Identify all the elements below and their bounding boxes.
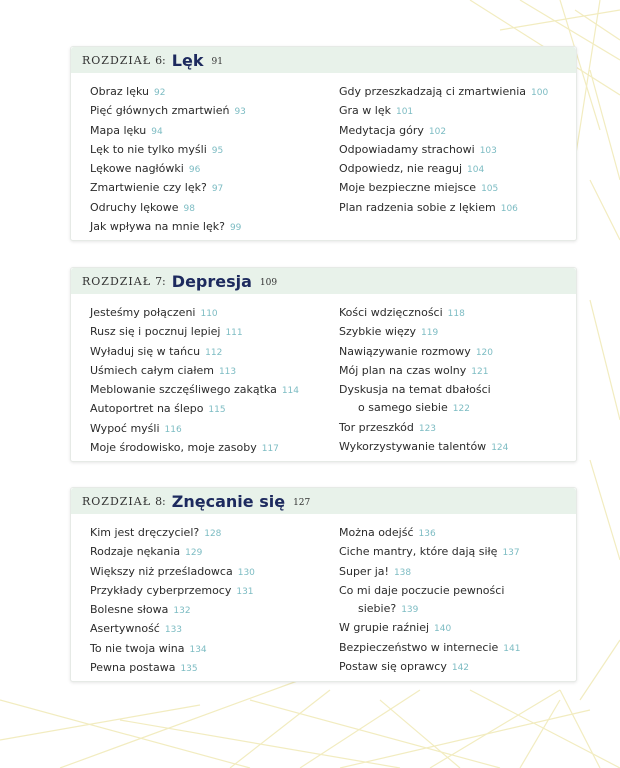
toc-entry-page: 140 — [434, 624, 452, 635]
toc-entry-title: Zmartwienie czy lęk? — [90, 181, 207, 195]
toc-entry[interactable] — [339, 582, 569, 620]
toc-entry[interactable] — [339, 83, 569, 102]
toc-entry-page: 95 — [211, 145, 224, 156]
toc-entry[interactable] — [90, 659, 339, 678]
chapter-7-section — [70, 267, 577, 462]
toc-entry-page: 99 — [229, 223, 242, 234]
chapter-number: 8: — [155, 494, 166, 508]
toc-entry-title: Wykorzystywanie talentów — [339, 440, 487, 454]
toc-entry-page: 131 — [236, 586, 254, 597]
chapter-number: 6: — [155, 53, 166, 67]
toc-entry-page: 97 — [211, 184, 224, 195]
toc-entry[interactable] — [90, 179, 339, 198]
toc-entry-page: 137 — [502, 548, 520, 559]
toc-entry-page: 118 — [447, 309, 465, 319]
toc-entry-title: Moje środowisko, moje zasoby — [90, 441, 257, 455]
toc-entry[interactable] — [90, 381, 339, 400]
toc-entry-title: To nie twoja wina — [90, 641, 185, 655]
toc-entry-title: Uśmiech całym ciałem — [90, 363, 214, 377]
toc-entry[interactable] — [339, 343, 569, 362]
chapter-prefix: ROZDZIAŁ — [82, 274, 152, 288]
toc-right-column — [339, 304, 569, 458]
toc-entry[interactable] — [90, 304, 339, 323]
toc-entry-page: 133 — [164, 625, 183, 636]
toc-entry-title: Jesteśmy połączeni — [90, 306, 196, 319]
chapter-number: 7: — [155, 274, 166, 288]
toc-entry-page: 112 — [205, 347, 223, 358]
chapter-page-number: 91 — [211, 56, 223, 67]
toc-entry-title: Większy niż prześladowca — [90, 564, 233, 578]
toc-entry-title: Kim jest dręczyciel? — [90, 526, 200, 539]
toc-entry-title: Postaw się oprawcy — [339, 660, 447, 674]
toc-entry-page: 132 — [173, 606, 191, 617]
toc-entry-title: Kości wdzięczności — [339, 306, 443, 319]
toc-entry-page: 124 — [491, 443, 509, 454]
toc-entry-title: Dyskusja na temat dbałości — [339, 383, 491, 397]
toc-entry-page: 136 — [418, 529, 436, 539]
toc-entry-title: Co mi daje poczucie pewności — [339, 583, 505, 597]
toc-entry[interactable] — [90, 323, 339, 342]
toc-entry-title: Plan radzenia sobie z lękiem — [339, 200, 496, 214]
toc-entry-title: Medytacja góry — [339, 123, 424, 137]
toc-entry-page: 116 — [164, 424, 182, 435]
toc-entry[interactable] — [90, 439, 339, 458]
toc-entry-title: Obraz lęku — [90, 85, 150, 98]
toc-entry-title: Mapa lęku — [90, 123, 147, 137]
toc-entry-page: 119 — [421, 328, 439, 339]
toc-entry-title: Asertywność — [90, 622, 160, 636]
toc-entry-title: Bolesne słowa — [90, 603, 169, 617]
toc-entry-page: 139 — [401, 605, 419, 616]
toc-entry[interactable] — [339, 419, 569, 438]
toc-entry[interactable] — [339, 102, 569, 121]
toc-entry[interactable] — [90, 524, 339, 543]
chapter-title[interactable]: Lęk — [171, 50, 204, 70]
toc-entry-title: Szybkie więzy — [339, 325, 417, 339]
toc-entry[interactable] — [339, 381, 569, 419]
toc-entry-page: 101 — [395, 107, 414, 118]
toc-entry-page: 105 — [481, 184, 499, 195]
toc-entry-title: Lęk to nie tylko myśli — [90, 142, 207, 156]
toc-entry-title: Super ja! — [339, 564, 389, 578]
toc-entry[interactable] — [339, 362, 569, 381]
toc-entry-title: Mój plan na czas wolny — [339, 363, 467, 377]
toc-entry-page: 103 — [479, 145, 497, 156]
toc-entry[interactable] — [90, 102, 339, 121]
toc-entry[interactable] — [90, 420, 339, 439]
toc-entry-title-line2: siebie? — [358, 602, 397, 616]
toc-entry[interactable] — [339, 639, 569, 658]
toc-entry-page: 100 — [531, 88, 549, 98]
toc-entry[interactable] — [90, 362, 339, 381]
toc-entry[interactable] — [339, 619, 569, 638]
chapter-title[interactable]: Znęcanie się — [171, 491, 286, 511]
chapter-page-number: 127 — [293, 497, 311, 508]
toc-entry-title: Ciche mantry, które dają siłę — [339, 545, 498, 559]
toc-entry-page: 122 — [452, 404, 470, 415]
toc-entry[interactable] — [90, 83, 339, 102]
toc-entry[interactable] — [90, 122, 339, 141]
toc-entry[interactable] — [339, 199, 569, 218]
toc-entry[interactable] — [339, 438, 569, 457]
toc-entry-continuation — [339, 600, 569, 619]
toc-entry-page: 134 — [189, 644, 207, 655]
toc-entry[interactable] — [339, 543, 569, 562]
toc-entry-title: W grupie raźniej — [339, 621, 430, 635]
toc-entry-page: 142 — [451, 663, 470, 674]
toc-entry-title: Moje bezpieczne miejsce — [339, 181, 477, 195]
toc-entry-title: Pięć głównych zmartwień — [90, 104, 230, 118]
toc-entry-title: Meblowanie szczęśliwego zakątka — [90, 383, 277, 397]
toc-left-column — [90, 304, 339, 458]
toc-entry[interactable] — [339, 323, 569, 342]
toc-entry[interactable] — [339, 122, 569, 141]
toc-entry-page: 141 — [503, 643, 521, 654]
toc-entry-title-line2: o samego siebie — [358, 401, 448, 415]
chapter-title[interactable]: Depresja — [171, 271, 252, 291]
toc-entry-page: 138 — [393, 567, 412, 578]
toc-entry[interactable] — [90, 563, 339, 582]
chapter-6-section — [70, 46, 577, 241]
toc-entry-page: 111 — [225, 328, 243, 339]
toc-entry-page: 115 — [208, 405, 226, 416]
chapter-prefix: ROZDZIAŁ — [82, 494, 152, 508]
toc-entry-title: Rodzaje nękania — [90, 545, 181, 559]
toc-entry-page: 128 — [204, 529, 222, 539]
toc-right-column — [339, 524, 569, 678]
toc-entry-page: 110 — [200, 309, 218, 319]
toc-left-column — [90, 83, 339, 237]
toc-entry-page: 117 — [261, 444, 279, 455]
toc-entry-page: 120 — [475, 347, 493, 358]
toc-entry-title: Można odejść — [339, 526, 414, 539]
toc-entry-page: 130 — [237, 567, 255, 578]
toc-entry-title: Bezpieczeństwo w internecie — [339, 640, 499, 654]
toc-right-column — [339, 83, 569, 237]
toc-left-column — [90, 524, 339, 678]
toc-entry[interactable] — [90, 160, 339, 179]
toc-entry-page: 123 — [418, 423, 437, 434]
toc-entry-page: 129 — [185, 548, 203, 559]
toc-entry-title: Gdy przeszkadzają ci zmartwienia — [339, 85, 527, 98]
toc-entry-page: 121 — [471, 366, 489, 377]
chapter-page-number: 109 — [259, 277, 278, 288]
toc-entry-page: 114 — [281, 386, 300, 397]
toc-entry-page: 104 — [467, 165, 485, 176]
toc-entry-page: 113 — [218, 366, 237, 377]
toc-entry-title: Pewna postawa — [90, 661, 176, 675]
toc-entry[interactable] — [90, 218, 339, 237]
toc-entry-title: Autoportret na ślepo — [90, 402, 204, 416]
toc-entry[interactable] — [90, 640, 339, 659]
toc-entry[interactable] — [90, 141, 339, 160]
toc-entry[interactable] — [339, 304, 569, 323]
toc-entry[interactable] — [90, 543, 339, 562]
toc-entry[interactable] — [339, 179, 569, 198]
chapter-header — [71, 268, 576, 294]
toc-entry[interactable] — [90, 343, 339, 362]
toc-entry-page: 106 — [500, 203, 518, 214]
chapter-header — [71, 47, 576, 73]
toc-entry-title: Jak wpływa na mnie lęk? — [90, 220, 225, 234]
toc-entry-title: Rusz się i pocznuj lepiej — [90, 325, 221, 339]
toc-entry-title: Odpowiadamy strachowi — [339, 142, 475, 156]
toc-entry[interactable] — [90, 620, 339, 639]
toc-entry-continuation — [339, 399, 569, 418]
chapter-8-section — [70, 487, 577, 682]
toc-entry-title: Przykłady cyberprzemocy — [90, 583, 232, 597]
toc-entry-title: Odpowiedz, nie reaguj — [339, 162, 463, 176]
chapter-header — [71, 488, 576, 514]
toc-entry-title: Odruchy lękowe — [90, 200, 179, 214]
toc-entry[interactable] — [90, 582, 339, 601]
toc-entry-title: Gra w lęk — [339, 104, 391, 118]
toc-entry[interactable] — [90, 199, 339, 218]
toc-entry-page: 102 — [428, 126, 447, 137]
toc-entry[interactable] — [90, 601, 339, 620]
toc-entry-title: Tor przeszkód — [339, 420, 414, 434]
toc-entry[interactable] — [339, 141, 569, 160]
toc-entry-title: Lękowe nagłówki — [90, 162, 184, 176]
toc-entry-page: 94 — [151, 126, 163, 137]
toc-entry-title: Wyładuj się w tańcu — [90, 344, 201, 358]
toc-entry[interactable] — [339, 658, 569, 677]
toc-entry-title: Nawiązywanie rozmowy — [339, 344, 471, 358]
toc-entry-page: 98 — [183, 203, 195, 214]
toc-entry-page: 92 — [154, 88, 166, 98]
toc-entry-title: Wypoć myśli — [90, 421, 160, 435]
toc-entry-page: 135 — [180, 664, 198, 675]
toc-entry[interactable] — [339, 563, 569, 582]
chapter-prefix: ROZDZIAŁ — [82, 53, 152, 67]
toc-entry[interactable] — [90, 400, 339, 419]
toc-entry[interactable] — [339, 524, 569, 543]
toc-entry-page: 93 — [234, 107, 246, 118]
toc-entry[interactable] — [339, 160, 569, 179]
toc-entry-page: 96 — [188, 165, 201, 176]
